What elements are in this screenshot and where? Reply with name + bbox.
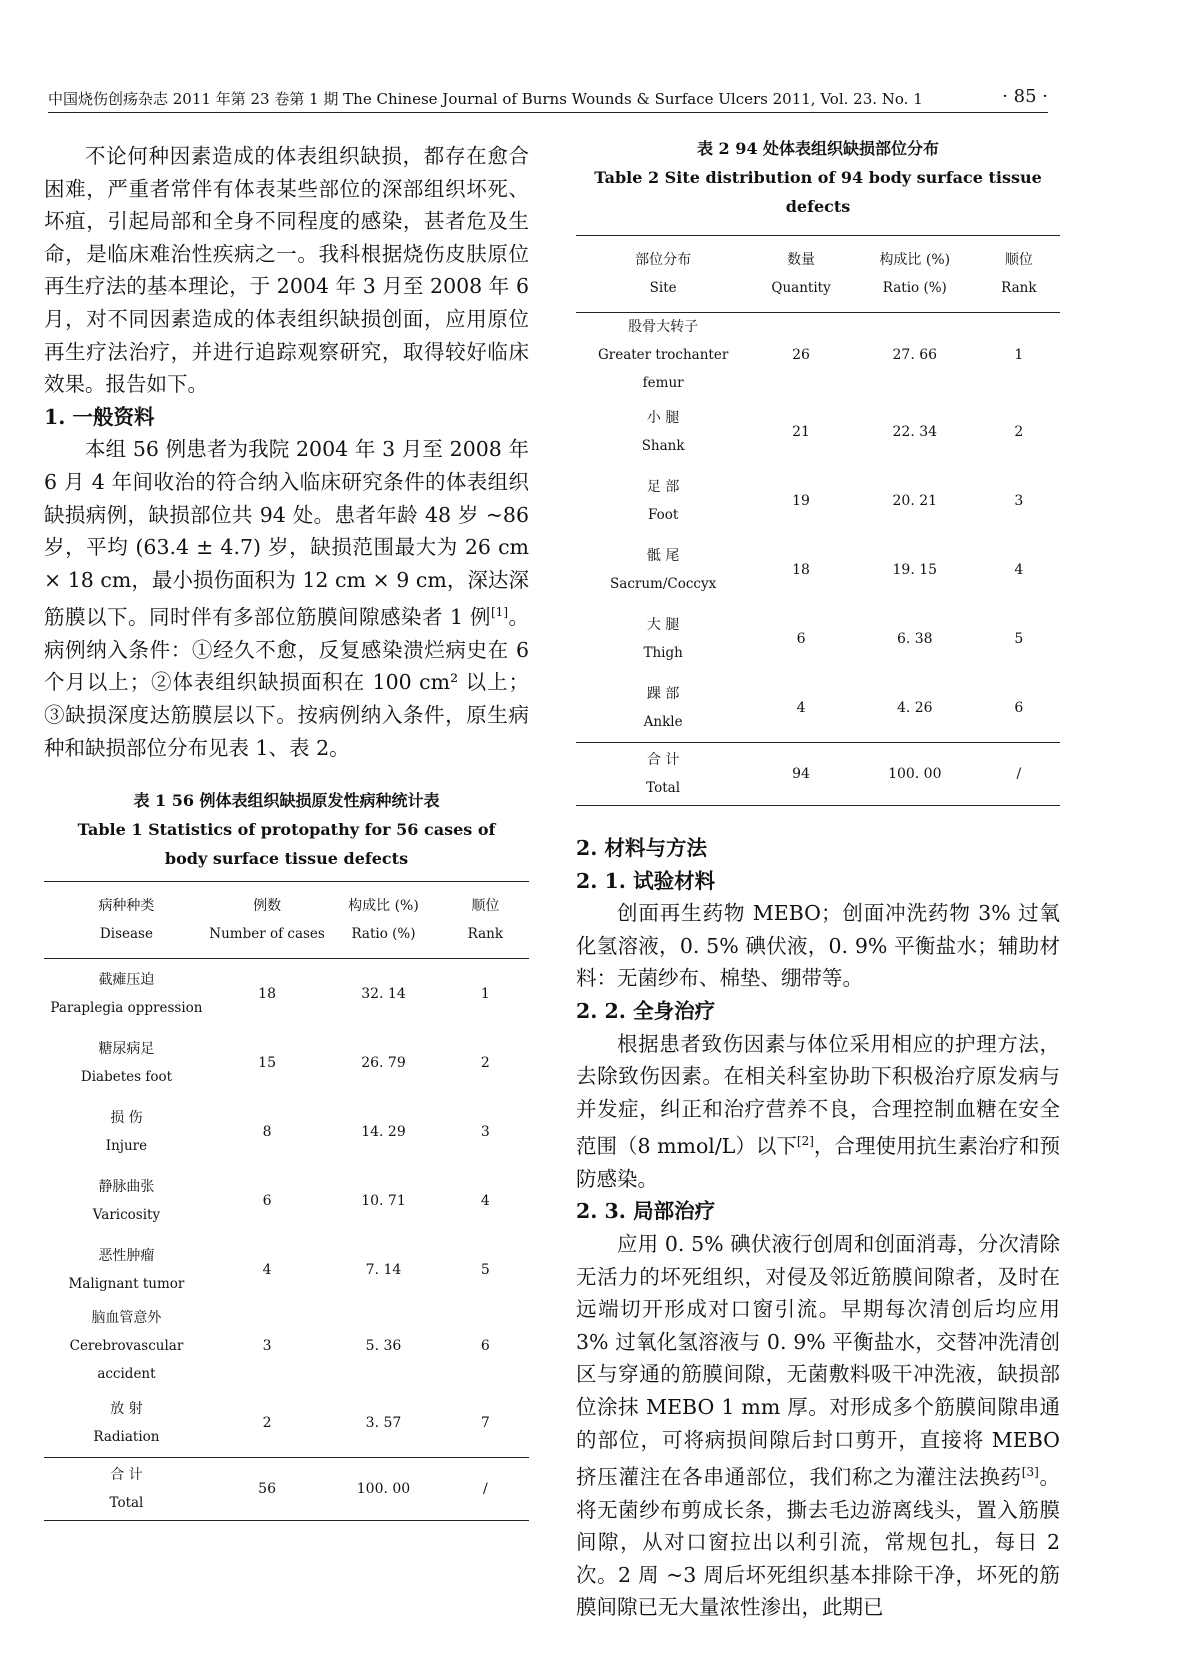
section-2-2-paragraph [576, 1028, 1060, 1196]
table-2-cell-rank: 3 [1014, 492, 1024, 509]
table-2-cell-label [576, 743, 750, 806]
section-2-3-title: 2. 3. 局部治疗 [576, 1199, 716, 1224]
table-1-label-zh: 静脉曲张 [98, 1178, 155, 1195]
table-2-label-zh: 大 腿 [646, 616, 680, 633]
right-column [576, 134, 1060, 1624]
table-2-cell-rank: / [978, 743, 1060, 806]
table-1-header-disease: 病种种类 Disease [44, 882, 209, 959]
table-1-cell-rank: 1 [480, 985, 490, 1002]
table-2-row [576, 313, 1060, 398]
table-2-caption-zh: 表 2 94 处体表组织缺损部位分布 [696, 139, 940, 158]
table-1-label-en: Varicosity [92, 1206, 161, 1223]
table-1-label-zh: 糖尿病足 [98, 1040, 155, 1057]
table-2-header-quantity: 数量 Quantity [750, 236, 852, 313]
table-2-label-zh: 骶 尾 [646, 547, 680, 564]
table-2-header-row [576, 236, 1060, 313]
section-2-2-text-b: ，合理使用抗生素治疗和预防感染。 [576, 1134, 1061, 1191]
table-2-cell-rank: 4 [1014, 561, 1024, 578]
table-2-cell-label [576, 397, 750, 466]
table-2-cell-label [576, 604, 750, 673]
table-2-header-ratio: 构成比 (%) Ratio (%) [852, 236, 978, 313]
table-1-cell-count: 2 [262, 1414, 272, 1431]
table-1-cell-ratio: 10. 71 [361, 1192, 406, 1209]
table-1-label-en: Cerebrovascular accident [69, 1338, 184, 1383]
table-1-label-zh: 脑血管意外 [91, 1310, 162, 1327]
table-1-label-en: Malignant tumor [68, 1275, 185, 1292]
table-1-cell-rank: 2 [480, 1054, 490, 1071]
table-1-cell-ratio: 3. 57 [365, 1414, 402, 1431]
table-2-label-en: Shank [641, 437, 685, 454]
table-2-row [576, 535, 1060, 604]
table-1-row [44, 1028, 529, 1097]
table-1-caption-en-2: body surface tissue defects [164, 849, 409, 869]
table-2-cell-count: 4 [796, 699, 806, 716]
table-2-cell-count: 26 [792, 347, 810, 363]
table-1-total-row [44, 1458, 529, 1521]
table-1-label-zh: 放 射 [110, 1400, 143, 1417]
table-2-label-en: Total [646, 780, 681, 796]
table-1-cell-ratio: 100. 00 [325, 1458, 441, 1521]
section-1-text-b: 。病例纳入条件：①经久不愈，反复感染溃烂病史在 6 个月以上；②体表组织缺损面积在 100 cm² 以上；③缺损深度达筋膜层以下。按病例纳入条件，原生病种和缺损部位分布见表 1、表 2。 [44, 605, 529, 760]
table-1-row [44, 1235, 529, 1304]
table-2-total-row [576, 743, 1060, 806]
left-column [44, 140, 529, 1521]
table-1-cell-count: 56 [209, 1458, 325, 1521]
table-2 [576, 235, 1060, 806]
table-1-row [44, 1388, 529, 1458]
table-2-cell-label [576, 313, 750, 398]
table-1-cell-label [44, 1458, 209, 1521]
table-1-row [44, 1166, 529, 1235]
table-2-cell-ratio: 100. 00 [852, 743, 978, 806]
table-1 [44, 881, 529, 1521]
section-2-1-paragraph: 创面再生药物 MEBO；创面冲洗药物 3% 过氧化氢溶液，0. 5% 碘伏液，0. 9% 平衡盐水；辅助材料：无菌纱布、棉垫、绷带等。 [576, 901, 1060, 991]
table-2-row [576, 673, 1060, 743]
table-2-cell-label [576, 535, 750, 604]
table-1-header-ratio: 构成比 (%) Ratio (%) [325, 882, 441, 959]
table-2-cell-rank: 5 [1014, 630, 1024, 647]
table-2-header-rank: 顺位 Rank [978, 236, 1060, 313]
table-2-label-en: Greater trochanter femur [597, 347, 729, 391]
table-1-cell-ratio: 26. 79 [361, 1054, 406, 1071]
table-2-cell-ratio: 20. 21 [892, 492, 938, 509]
table-2-label-zh: 踝 部 [646, 685, 680, 702]
table-1-label-en: Paraplegia oppression [50, 999, 203, 1016]
table-1-cell-rank: 7 [480, 1414, 490, 1431]
table-1-caption-zh: 表 1 56 例体表组织缺损原发性病种统计表 [133, 791, 440, 811]
table-1-label-en: Diabetes foot [80, 1068, 173, 1085]
table-1-label-zh: 合 计 [110, 1467, 143, 1484]
table-1-cell-rank: 6 [480, 1338, 490, 1355]
section-2-2-title: 2. 2. 全身治疗 [576, 998, 716, 1023]
table-1-cell-label [44, 1388, 209, 1458]
table-2-label-en: Ankle [643, 713, 683, 730]
table-1-cell-label [44, 1166, 209, 1235]
table-1-header-cases: 例数 Number of cases [209, 882, 325, 959]
table-1-cell-label [44, 1235, 209, 1304]
table-1-cell-count: 15 [258, 1054, 276, 1071]
table-2-cell-rank: 2 [1014, 423, 1024, 440]
table-2-cell-ratio: 27. 66 [892, 347, 938, 363]
section-2-title: 2. 材料与方法 [576, 836, 708, 860]
table-2-cell-count: 94 [750, 743, 852, 806]
table-2-cell-ratio: 22. 34 [892, 423, 938, 440]
section-1-paragraph [44, 433, 529, 764]
journal-citation: 中国烧伤创疡杂志 2011 年第 23 卷第 1 期 The Chinese Journal of Burns Wounds & Surface Ulcers 2011, Vol. 23. No. 1 [48, 90, 923, 108]
ref-3: [3] [1021, 1465, 1039, 1480]
table-1-row [44, 1304, 529, 1388]
table-2-cell-ratio: 4. 26 [896, 699, 933, 716]
table-2-header-site: 部位分布 Site [576, 236, 750, 313]
section-1-text-a: 本组 56 例患者为我院 2004 年 3 月至 2008 年 6 月 4 年间收治的符合纳入临床研究条件的体表组织缺损病例，缺损部位共 94 处。患者年龄 48 岁 ~86 岁，平均 (63.4 ± 4.7) 岁，缺损范围最大为 26 cm × 18 cm，最小损伤面积为 12 cm × 9 cm，深达深筋膜以下。同时伴有多部位筋膜间隙感染者 1 例 [44, 437, 529, 630]
table-1-label-zh: 损 伤 [110, 1109, 143, 1126]
table-1-label-en: Radiation [93, 1428, 160, 1445]
table-1-cell-rank: 5 [480, 1261, 490, 1278]
table-2-caption-en: Table 2 Site distribution of 94 body surface tissue defects [594, 168, 1042, 216]
table-1-cell-label [44, 1028, 209, 1097]
section-2-1-title: 2. 1. 试验材料 [576, 868, 716, 893]
ref-1: [1] [491, 605, 508, 620]
table-2-cell-count: 18 [792, 561, 810, 578]
table-1-cell-count: 6 [262, 1192, 272, 1209]
table-1-row [44, 959, 529, 1029]
running-header [48, 86, 1048, 113]
table-1-cell-label [44, 1097, 209, 1166]
table-2-cell-rank: 1 [1014, 347, 1024, 363]
table-2-label-zh: 足 部 [646, 478, 680, 495]
section-2-3-paragraph [576, 1228, 1060, 1624]
table-1-cell-ratio: 14. 29 [361, 1123, 406, 1140]
intro-paragraph: 不论何种因素造成的体表组织缺损，都存在愈合困难，严重者常伴有体表某些部位的深部组织坏死、坏疽，引起局部和全身不同程度的感染，甚者危及生命，是临床难治性疾病之一。我科根据烧伤皮肤原位再生疗法的基本理论，于 2004 年 3 月至 2008 年 6 月，对不同因素造成的体表组织缺损创面，应用原位再生疗法治疗，并进行追踪观察研究，取得较好临床效果。报告如下。 [44, 144, 529, 397]
table-2-row [576, 466, 1060, 535]
table-1-cell-label [44, 959, 209, 1029]
table-2-label-en: Sacrum/Coccyx [610, 575, 717, 592]
table-2-label-en: Thigh [643, 644, 683, 661]
table-2-label-zh: 小 腿 [646, 409, 680, 426]
table-2-row [576, 604, 1060, 673]
table-1-cell-count: 18 [258, 985, 276, 1002]
table-1-cell-count: 4 [262, 1261, 272, 1278]
table-1-row [44, 1097, 529, 1166]
table-2-cell-rank: 6 [1014, 699, 1024, 716]
section-2-2-text-a: 根据患者致伤因素与体位采用相应的护理方法，去除致伤因素。在相关科室协助下积极治疗原发病与并发症，纠正和治疗营养不良，合理控制血糖在安全范围（8 mmol/L）以下 [576, 1031, 1060, 1159]
table-2-cell-count: 6 [796, 630, 806, 647]
table-2-cell-count: 21 [792, 423, 810, 440]
table-2-cell-count: 19 [792, 492, 810, 509]
table-1-cell-rank: 3 [480, 1123, 490, 1140]
table-2-cell-ratio: 6. 38 [896, 630, 933, 647]
page-number: · 85 · [1002, 86, 1048, 107]
section-2-3-text-b: 。将无菌纱布剪成长条，撕去毛边游离线头，置入筋膜间隙，从对口窗拉出以利引流，常规包扎，每日 2 次。2 周 ~3 周后坏死组织基本排除干净，坏死的筋膜间隙已无大量浓性渗出，此期已 [576, 1464, 1061, 1620]
table-1-cell-ratio: 7. 14 [365, 1261, 402, 1278]
table-1-header-row [44, 882, 529, 959]
ref-2: [2] [796, 1134, 814, 1149]
table-1-label-zh: 恶性肿瘤 [98, 1247, 155, 1264]
table-1-header-rank: 顺位 Rank [442, 882, 529, 959]
table-2-label-zh: 合 计 [646, 752, 680, 768]
table-1-cell-rank: 4 [480, 1192, 490, 1209]
table-1-caption-en-1: Table 1 Statistics of protopathy for 56 cases of [77, 820, 496, 840]
table-2-cell-label [576, 673, 750, 743]
table-1-cell-rank: / [442, 1458, 529, 1521]
table-2-cell-label [576, 466, 750, 535]
table-2-cell-ratio: 19. 15 [892, 561, 938, 578]
table-1-label-en: Total [109, 1495, 144, 1512]
section-1-title: 1. 一般资料 [44, 404, 155, 429]
section-2-3-text-a: 应用 0. 5% 碘伏液行创周和创面消毒，分次清除无活力的坏死组织，对侵及邻近筋膜间隙者，及时在远端切开形成对口窗引流。早期每次清创后均应用 3% 过氧化氢溶液与 0. 9% 平衡盐水，交替冲洗清创区与穿通的筋膜间隙，无菌敷料吸干冲洗液，缺损部位涂抹 MEBO 1 mm 厚。对形成多个筋膜间隙串通的部位，可将病损间隙后封口剪开，直接将 MEBO 挤压灌注在各串通部位，我们称之为灌注法换药 [576, 1231, 1060, 1489]
table-1-cell-label [44, 1304, 209, 1388]
table-1-cell-ratio: 5. 36 [365, 1338, 402, 1355]
table-2-label-zh: 股骨大转子 [628, 319, 699, 335]
table-1-cell-ratio: 32. 14 [361, 985, 406, 1002]
table-2-label-en: Foot [647, 506, 679, 523]
table-1-cell-count: 8 [262, 1123, 272, 1140]
table-1-cell-count: 3 [262, 1338, 272, 1355]
table-1-label-en: Injure [105, 1137, 148, 1154]
table-1-label-zh: 截瘫压迫 [98, 971, 155, 988]
table-2-row [576, 397, 1060, 466]
